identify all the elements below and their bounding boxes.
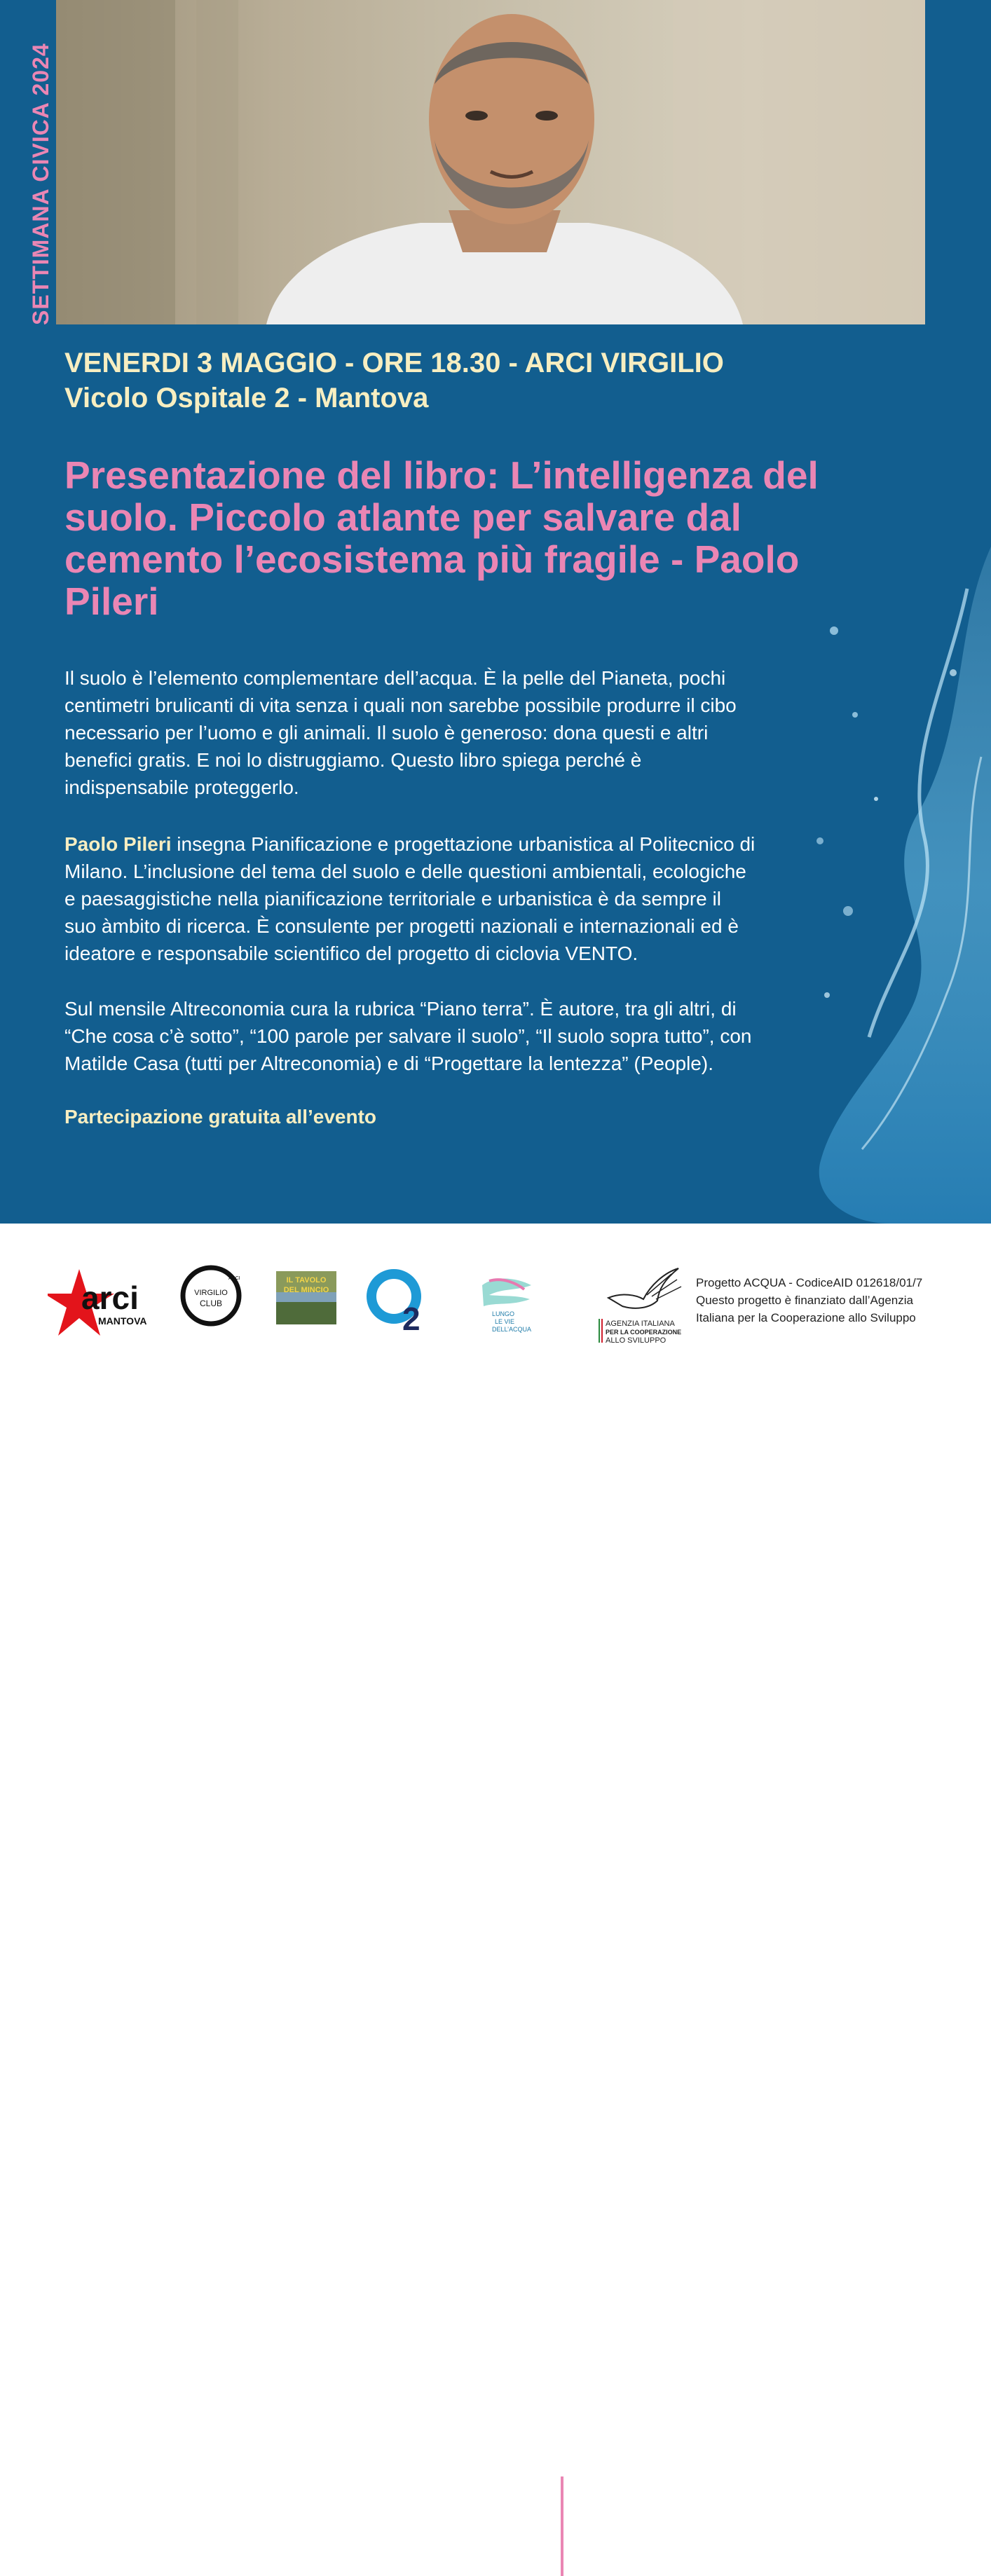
paragraph-publications — [64, 995, 870, 1077]
virgilio-arci-label: ARCI — [228, 1276, 240, 1281]
event-address: Vicolo Ospitale 2 - Mantova — [64, 383, 429, 413]
arci-wordmark: arci — [81, 1280, 139, 1316]
paragraph-line: benefici gratis. E noi lo distruggiamo. Questo libro spiega perché è — [64, 749, 642, 771]
aics-agency-logo — [594, 1264, 692, 1348]
paragraph-line: indispensabile proteggerlo. — [64, 776, 299, 798]
lungo-line1: LUNGO — [492, 1310, 515, 1317]
project-code-line: Progetto ACQUA - CodiceAID 012618/01/7 — [696, 1276, 923, 1289]
tavolo-line2: DEL MINCIO — [283, 1286, 329, 1294]
paragraph-line — [64, 830, 870, 858]
project-funding-text — [696, 1274, 976, 1327]
lungo-line2: LE VIE — [495, 1318, 515, 1325]
paragraph-line: Il suolo è l’elemento complementare dell’acqua. È la pelle del Pianeta, pochi — [64, 667, 726, 689]
poster — [0, 0, 991, 1224]
lungo-le-vie-dellacqua-logo — [468, 1271, 538, 1336]
lungo-line3: DELL’ACQUA — [492, 1326, 532, 1333]
speaker-photo — [56, 0, 925, 324]
arci-mantova-label: MANTOVA — [98, 1315, 147, 1327]
paragraph-line: Milano. L’inclusione del tema del suolo e delle questioni ambientali, ecologiche — [64, 861, 746, 882]
side-tag-settimana-civica: SETTIMANA CIVICA 2024 — [28, 43, 53, 325]
paragraph-book-description — [64, 664, 870, 801]
paragraph-line: suo àmbito di ricerca. È consulente per progetti nazionali e internazionali ed è — [64, 915, 739, 937]
title-line: suolo. Piccolo atlante per salvare dal — [64, 495, 741, 539]
footer-divider — [561, 2476, 563, 2576]
paragraph-line: Sul mensile Altreconomia cura la rubrica “Piano terra”. È autore, tra gli altri, di — [64, 998, 737, 1020]
agency-line3: ALLO SVILUPPO — [606, 1336, 667, 1345]
book-title — [64, 454, 934, 622]
paragraph-line: Matilde Casa (tutti per Altreconomia) e di “Progettare la lentezza” (People). — [64, 1053, 713, 1074]
free-entry-note: Partecipazione gratuita all’evento — [64, 1106, 377, 1128]
arci-mantova-logo — [48, 1266, 153, 1343]
agency-line2: PER LA COOPERAZIONE — [606, 1329, 682, 1336]
paragraph-author-bio — [64, 830, 870, 967]
tavolo-line1: IL TAVOLO — [286, 1276, 327, 1284]
paragraph-line-rest: insegna Pianificazione e progettazione urbanistica al Politecnico di — [171, 833, 756, 855]
title-line: cemento l’ecosistema più fragile - Paolo — [64, 537, 800, 581]
paragraph-line: “Che cosa c’è sotto”, “100 parole per salvare il suolo”, “Il suolo sopra tutto”, con — [64, 1025, 752, 1047]
title-line: Pileri — [64, 580, 159, 623]
event-date-time: VENERDI 3 MAGGIO - ORE 18.30 - ARCI VIRGILIO — [64, 348, 724, 378]
paragraph-line: centimetri brulicanti di vita senza i quali non sarebbe possibile produrre il cibo — [64, 694, 737, 716]
o2-subscript: 2 — [402, 1301, 421, 1333]
author-name-highlight: Paolo Pileri — [64, 833, 172, 855]
title-line: Presentazione del libro: L’intelligenza del — [64, 453, 819, 497]
funding-line: Questo progetto è finanziato dall’Agenzia — [696, 1294, 913, 1307]
club-label: CLUB — [199, 1299, 223, 1308]
footer — [0, 1224, 991, 1402]
o2-logo — [366, 1266, 429, 1333]
virgilio-label: VIRGILIO — [194, 1289, 228, 1297]
tavolo-del-mincio-logo — [276, 1271, 336, 1324]
paragraph-line: ideatore e responsabile scientifico del progetto di ciclovia VENTO. — [64, 943, 638, 964]
paragraph-line: e paesaggistiche nella pianificazione territoriale e urbanistica è da sempre il — [64, 888, 721, 910]
paragraph-line: necessario per l’uomo e gli animali. Il suolo è generoso: dona questi e altri — [64, 722, 709, 744]
agency-line1: AGENZIA ITALIANA — [606, 1320, 675, 1328]
virgilio-club-logo — [179, 1264, 242, 1327]
funding-line: Italiana per la Cooperazione allo Sviluppo — [696, 1311, 916, 1324]
